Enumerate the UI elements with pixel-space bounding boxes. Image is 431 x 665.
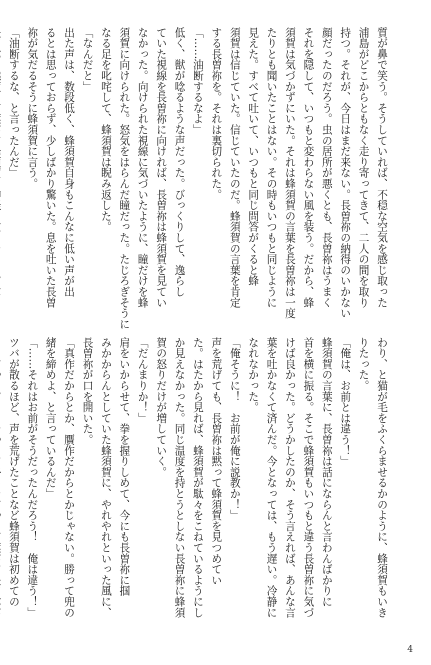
- text-line: 須賀は気づかずにいた。それは蜂須賀の言葉を長曽祢は一度: [283, 27, 296, 319]
- text-line: 「だんまりか！」: [136, 337, 149, 424]
- text-line: なかった。向けられた視線に気づいたように、瞳だけを蜂: [136, 27, 149, 308]
- text-line: [0, 337, 4, 622]
- text-line: なる足を叱咤して、蜂須賀は睨み返した。: [99, 27, 112, 233]
- text-line: 須賀は信じていた。信じていたのだ。蜂須賀の言葉を肯定: [228, 27, 241, 308]
- text-line: か見えなかった。同じ温度を持とうとしない長曽祢に蜂須: [173, 337, 186, 618]
- text-line: みかからんとしていた蜂須賀に、やれやれといった風に、: [99, 337, 112, 618]
- text-line: た。はたから見れば、蜂須賀が駄々をこねているようにし: [191, 337, 204, 618]
- text-line: 緒を締めよ、と言っているんだ」: [44, 337, 57, 499]
- text-line: わり、と猫が毛をふくらませるかのように、蜂須賀もいき: [376, 337, 388, 618]
- text-line: るとは思っておらず、少しばかり驚いた。息を吐いた長曽: [44, 27, 57, 308]
- text-line: 長曽祢が口を開いた。: [81, 337, 94, 445]
- text-line: する長曽祢を。それは裏切られた。: [210, 27, 223, 200]
- text-line: [0, 27, 4, 312]
- text-line: けば良かった。どうかしたのか、そう言えれば、あんな言: [283, 337, 296, 618]
- text-line: 「真作だからとか、贋作だからとかじゃない。勝って兜の: [63, 337, 76, 618]
- text-line: 出た声は、数段低く、蜂須賀自身もこんなに低い声が出: [63, 27, 76, 297]
- text-line: 賀の怒りだけが増していく。: [155, 337, 168, 478]
- text-line: 「……それはお前がそうだったんだろう！ 俺は違う！」: [26, 337, 39, 618]
- text-line: それを隠して、いつもと変わらない風を装う。だから、蜂: [302, 27, 315, 308]
- text-line: 見えた。すべて吐いて、いつもと同じ問答がくると蜂: [247, 27, 260, 287]
- text-line: 低く、獣が唸るような声だった。びっくりして、逸らし: [173, 27, 186, 297]
- text-line: りたった。: [357, 337, 370, 391]
- text-line: 肩をいからせて、拳を握りしめて、今にも長曽祢に掴: [118, 337, 131, 597]
- text-line: 質が鼻で笑う。そうしていれば、不穏な空気を感じ取った: [376, 27, 388, 308]
- text-line: たりとも聞いたことはない。その時もいつもと同じように: [265, 27, 278, 308]
- text-line: 持つ。それが、今日はまだ来ない。長曽祢の納得のいかない: [339, 27, 352, 319]
- text-line: ていた視線を長曽祢に向ければ、長曽祢は蜂須賀を見てい: [155, 27, 168, 308]
- page-number: 4: [407, 645, 413, 655]
- text-line: 声を荒げても、長曽祢は黙って蜂須賀を見つめてい: [210, 337, 223, 586]
- text-line: 「俺は、お前とは違う！」: [339, 337, 352, 467]
- text-line: ツバが散るほど、声を荒げたことなど蜂須賀は初めての: [7, 337, 20, 607]
- text-line: 「俺そうに！ お前が俺に説教か！」: [228, 337, 241, 521]
- text-line: 「なんだと」: [81, 27, 94, 92]
- upper-text-block: [7, 27, 391, 330]
- text-line: 須賀に向けられた。怒気をはらんだ瞳だった。たじろぎそうに: [118, 27, 131, 330]
- text-line: 蜂須賀の言葉に、長曽祢は話にならんと言わんばかりに: [320, 337, 333, 607]
- text-line: なれなかった。: [247, 337, 260, 413]
- text-line: 葉を吐かなくて済んだ。今となっては、もう遅い。冷静に: [265, 337, 278, 618]
- text-line: 「油断するな、と言ったんだ」: [7, 27, 20, 179]
- lower-text-block: [7, 337, 391, 622]
- text-line: 「……油断するなよ」: [191, 27, 204, 135]
- text-line: 首を横に振る。そこで蜂須賀もいつもと違う長曽祢に気づ: [302, 337, 315, 618]
- text-line: 浦島がどこからともなく走り寄ってきて、二人の間を取り: [357, 27, 370, 308]
- text-line: 祢が気だるそうに蜂須賀に言う。: [26, 27, 39, 189]
- text-line: 顔だったのだろう。虫の居所が悪くとも、長曽祢はうまく: [320, 27, 333, 308]
